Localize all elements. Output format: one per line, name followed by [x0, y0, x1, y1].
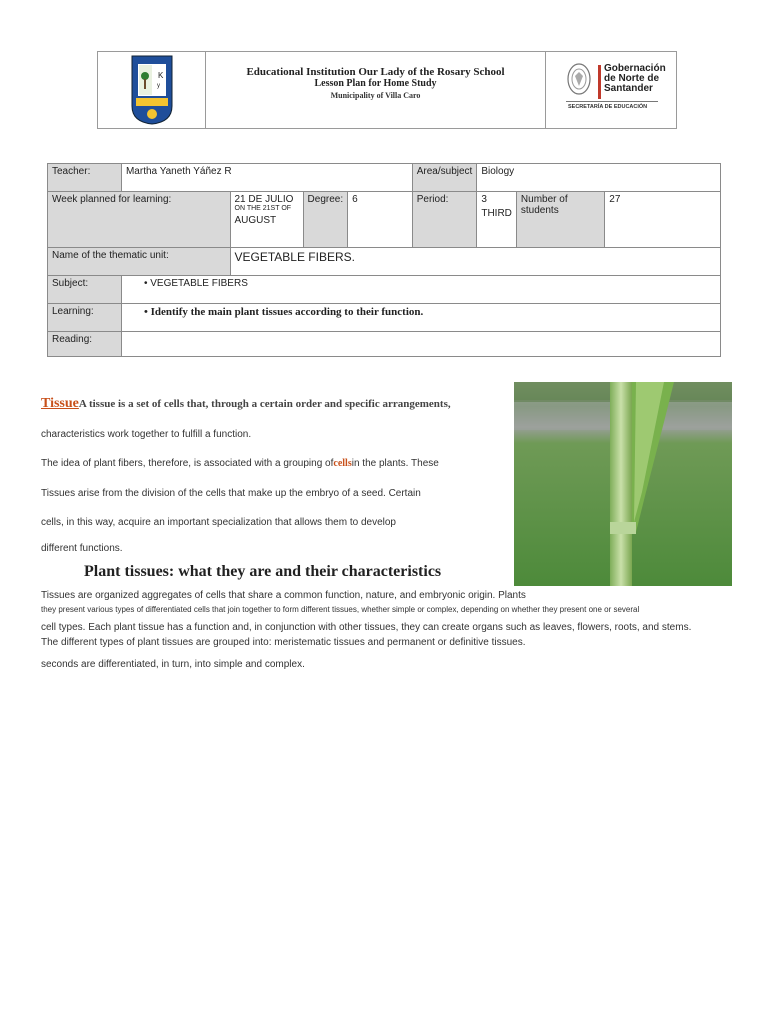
week-value [230, 192, 303, 248]
school-name: Educational Institution Our Lady of the Rosary School [246, 66, 505, 78]
area-value: Biology [477, 164, 721, 192]
education-secretariat: SECRETARÍA DE EDUCACIÓN [568, 104, 648, 110]
body-line-4: Tissues arise from the division of the cells that make up the embryo of a seed. Certain [41, 488, 421, 499]
students-value: 27 [605, 192, 721, 248]
government-accent-bar [598, 65, 601, 99]
svg-text:K: K [157, 71, 163, 80]
lesson-plan-table [47, 163, 721, 357]
table-row-subject [48, 276, 721, 304]
government-divider [566, 101, 658, 102]
students-label: Number of students [516, 192, 604, 248]
gov-line-1: Gobernación [604, 63, 666, 74]
gov-line-2: de Norte de [604, 73, 660, 84]
table-row-week [48, 192, 721, 248]
week-value-line3: AUGUST [234, 215, 277, 226]
cells-term: cells [333, 458, 352, 469]
period-label: Period: [412, 192, 477, 248]
body-line-3 [41, 458, 439, 469]
area-label: Area/subject [412, 164, 477, 192]
table-row-unit [48, 248, 721, 276]
table-row-learning [48, 304, 721, 332]
tissue-definition-text: A tissue is a set of cells that, through a certain order and specific arrangements, [78, 398, 451, 410]
tissue-definition [41, 396, 451, 412]
government-seal-icon [566, 62, 592, 96]
subject-label: Subject: [48, 276, 122, 304]
table-row-reading [48, 332, 721, 357]
paragraph-line-4: The different types of plant tissues are grouped into: meristematic tissues and permanent or definitive tissues. [41, 637, 526, 648]
teacher-label: Teacher: [48, 164, 122, 192]
government-logo-cell [546, 52, 676, 128]
paragraph-line-5: seconds are differentiated, in turn, into simple and complex. [41, 659, 305, 670]
unit-label: Name of the thematic unit: [48, 248, 231, 276]
document-header [97, 51, 677, 129]
body-line-3-a: The idea of plant fibers, therefore, is associated with a grouping of [41, 458, 334, 469]
degree-label: Degree: [303, 192, 348, 248]
paragraph-line-3: cell types. Each plant tissue has a function and, in conjunction with other tissues, they can create organs such as leaves, flowers, roots, and stems. [41, 622, 692, 633]
paragraph-line-2: they present various types of differentiated cells that join together to form different tissues, whether simple or complex, depending on whether they present one or several [41, 605, 640, 614]
municipality: Municipality of Villa Caro [330, 91, 421, 100]
week-label: Week planned for learning: [48, 192, 231, 248]
header-title-block [206, 52, 546, 128]
period-value-line1: 3 [481, 194, 487, 205]
table-row-teacher [48, 164, 721, 192]
body-line-2: characteristics work together to fulfill a function. [41, 429, 252, 440]
svg-text:y: y [156, 83, 160, 89]
section-heading: Plant tissues: what they are and their characteristics [84, 563, 442, 580]
school-logo-cell [98, 52, 206, 128]
learning-value: • Identify the main plant tissues according to their function. [121, 304, 720, 332]
body-line-5: cells, in this way, acquire an important specialization that allows them to develop [41, 517, 396, 528]
reading-label: Reading: [48, 332, 122, 357]
plan-title: Lesson Plan for Home Study [314, 78, 437, 89]
week-value-line1: 21 DE JULIO [234, 194, 294, 205]
period-value-line2: THIRD [481, 208, 512, 219]
subject-value: • VEGETABLE FIBERS [121, 276, 720, 304]
body-line-6: different functions. [41, 543, 123, 554]
plant-stem-photo [514, 382, 732, 586]
gov-line-3: Santander [604, 83, 653, 94]
learning-label: Learning: [48, 304, 122, 332]
tissue-term: Tissue [41, 396, 79, 411]
teacher-value: Martha Yaneth Yáñez R [121, 164, 412, 192]
body-line-3-b: in the plants. These [351, 458, 439, 469]
period-value [477, 192, 517, 248]
reading-value [121, 332, 720, 357]
school-crest-logo [130, 54, 174, 126]
degree-value: 6 [348, 192, 413, 248]
unit-value: VEGETABLE FIBERS. [230, 248, 721, 276]
government-name [604, 64, 666, 94]
week-value-line2: ON THE 21ST OF [234, 205, 292, 212]
paragraph-line-1: Tissues are organized aggregates of cells that share a common function, nature, and embryonic origin. Plants [41, 590, 526, 601]
